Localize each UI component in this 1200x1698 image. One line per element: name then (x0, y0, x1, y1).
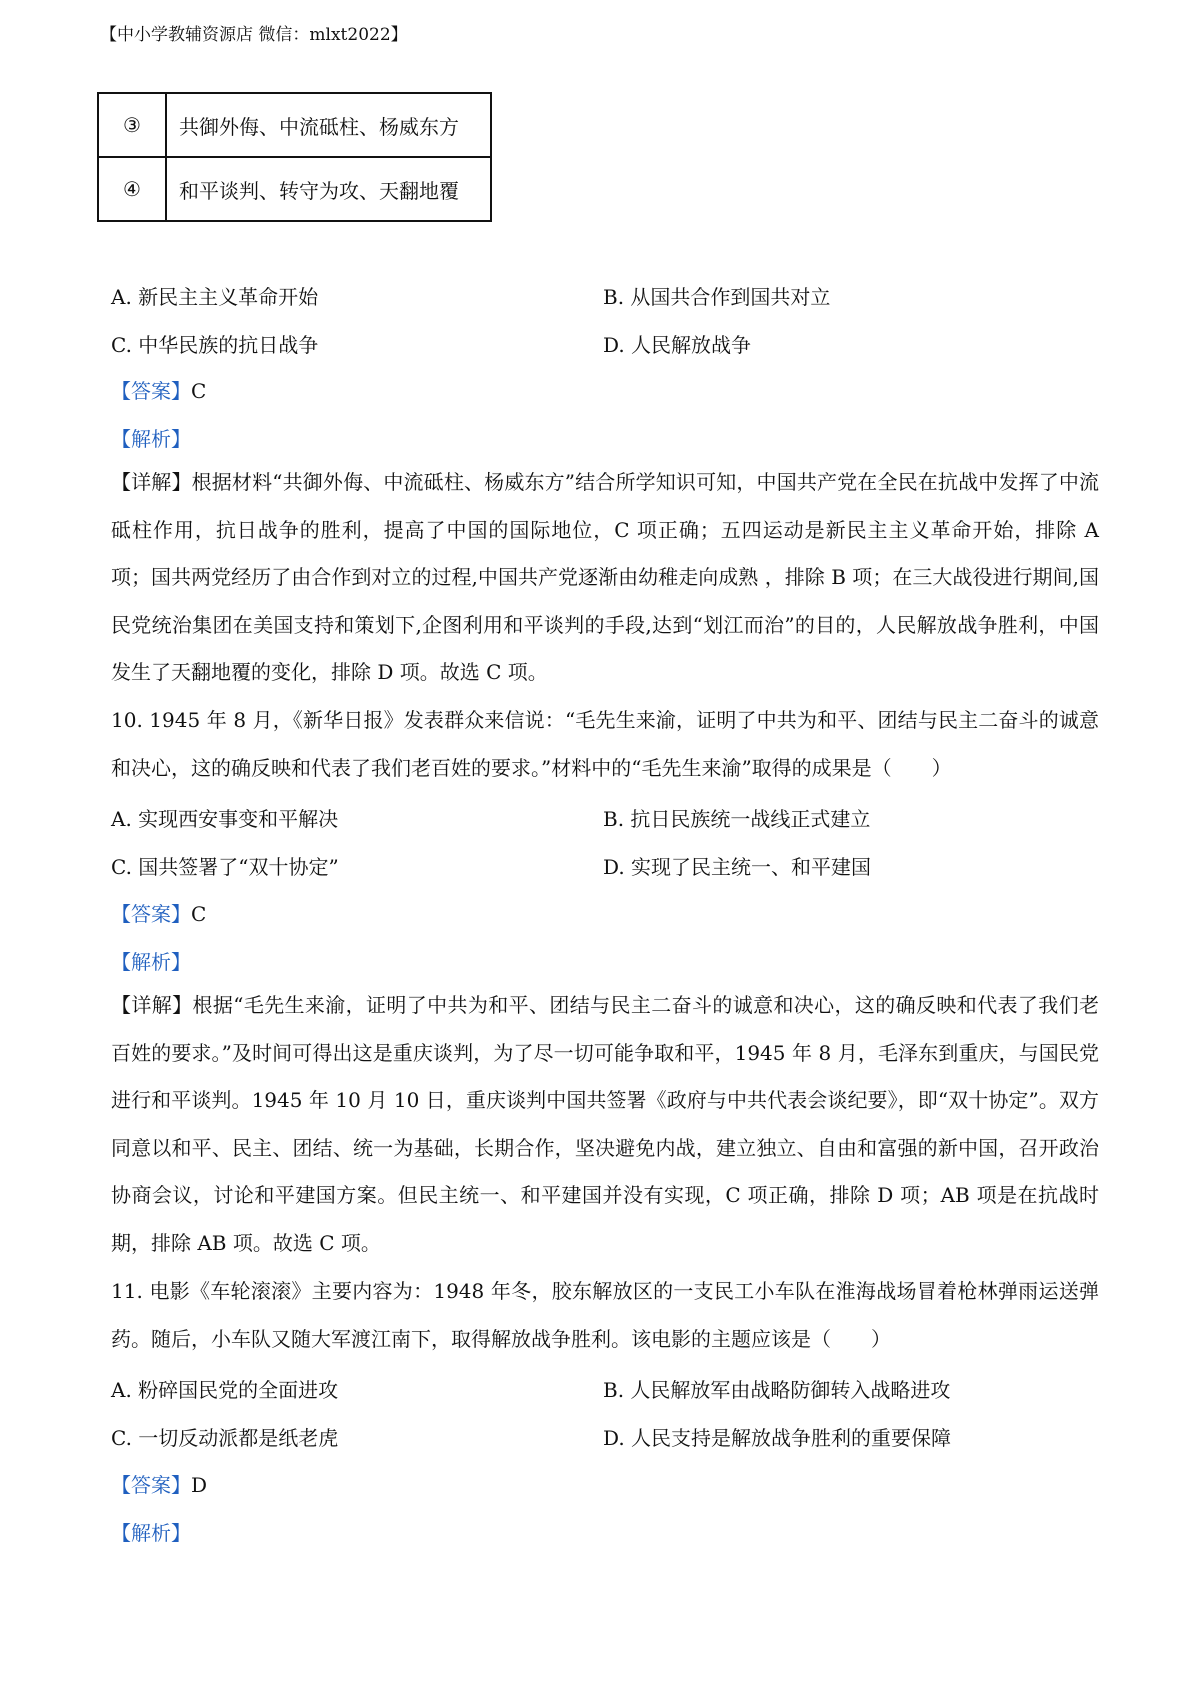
q10-option-c: C. 国共签署了“双十协定” (111, 855, 339, 879)
q11-answer (111, 1469, 207, 1498)
q9-option-b: B. 从国共合作到国共对立 (603, 285, 831, 309)
analysis-tag: 【解析】 (111, 1521, 191, 1545)
detail-tag: 【详解】 (111, 993, 193, 1017)
answer-tag: 【答案】 (111, 1473, 191, 1497)
answer-tag: 【答案】 (111, 379, 191, 403)
items-table (97, 92, 492, 222)
table-cell-text: 和平谈判、转守为攻、天翻地覆 (166, 157, 491, 221)
detail-text: 根据“毛先生来渝，证明了中共为和平、团结与民主二奋斗的诚意和决心，这的确反映和代表了我们老百姓的要求。”及时间可得出这是重庆谈判，为了尽一切可能争取和平，1945 年 8 月，毛泽东到重庆，与国民党进行和平谈判。1945 年 10 月 10 日，重庆谈判中国共签署《政府与中共代表会谈纪要》，即“双十协定”。双方同意以和平、民主、团结、统一为基础，长期合作，坚决避免内战，建立独立、自由和富强的新中国，召开政治协商会议，讨论和平建国方案。但民主统一、和平建国并没有实现，C 项正确，排除 D 项；AB 项是在抗战时期，排除 AB 项。故选 C 项。 (111, 993, 1099, 1255)
page-header: 【中小学教辅资源店 微信：mlxt2022】 (100, 25, 408, 45)
answer-value: C (191, 379, 207, 403)
table-cell-num: ④ (98, 157, 166, 221)
detail-tag: 【详解】 (111, 470, 192, 494)
q11-option-b: B. 人民解放军由战略防御转入战略进攻 (603, 1378, 951, 1402)
q10-option-b: B. 抗日民族统一战线正式建立 (603, 807, 871, 831)
q9-analysis (111, 423, 191, 452)
q11-option-c: C. 一切反动派都是纸老虎 (111, 1426, 339, 1450)
answer-value: C (191, 902, 207, 926)
table-cell-num: ③ (98, 93, 166, 157)
q11-option-d: D. 人民支持是解放战争胜利的重要保障 (603, 1426, 952, 1450)
answer-tag: 【答案】 (111, 902, 191, 926)
q10-stem: 10. 1945 年 8 月，《新华日报》发表群众来信说：“毛先生来渝，证明了中共为和平、团结与民主二奋斗的诚意和决心，这的确反映和代表了我们老百姓的要求。”材料中的“毛先生来渝”取得的成果是（ ） (111, 708, 1099, 780)
q9-option-a: A. 新民主主义革命开始 (111, 285, 319, 309)
answer-value: D (191, 1473, 208, 1497)
q9-answer (111, 375, 206, 404)
detail-text: 根据材料“共御外侮、中流砥柱、杨威东方”结合所学知识可知，中国共产党在全民在抗战中发挥了中流砥柱作用，抗日战争的胜利，提高了中国的国际地位，C 项正确；五四运动是新民主主义革命开始，排除 A 项；国共两党经历了由合作到对立的过程,中国共产党逐渐由幼稚走向成熟 ，排除 B 项；在三大战役进行期间,国民党统治集团在美国支持和策划下,企图利用和平谈判的手段,达到“划江而治”的目的，人民解放战争胜利，中国发生了天翻地覆的变化，排除 D 项。故选 C 项。 (111, 470, 1100, 684)
q9-detail (111, 459, 1099, 697)
q10-option-d: D. 实现了民主统一、和平建国 (603, 855, 872, 879)
q10-option-a: A. 实现西安事变和平解决 (111, 807, 339, 831)
table-row (98, 93, 491, 157)
q9-option-c: C. 中华民族的抗日战争 (111, 333, 319, 357)
table-row (98, 157, 491, 221)
q11-option-a: A. 粉碎国民党的全面进攻 (111, 1378, 339, 1402)
q10-analysis (111, 946, 191, 975)
q11-analysis (111, 1517, 191, 1546)
analysis-tag: 【解析】 (111, 427, 191, 451)
q10-answer (111, 898, 206, 927)
q10-detail (111, 982, 1099, 1267)
q9-option-d: D. 人民解放战争 (603, 333, 752, 357)
table-cell-text: 共御外侮、中流砥柱、杨威东方 (166, 93, 491, 157)
analysis-tag: 【解析】 (111, 950, 191, 974)
q11-stem: 11. 电影《车轮滚滚》主要内容为：1948 年冬，胶东解放区的一支民工小车队在淮海战场冒着枪林弹雨运送弹药。随后，小车队又随大军渡江南下，取得解放战争胜利。该电影的主题应该是（ ） (111, 1279, 1099, 1351)
